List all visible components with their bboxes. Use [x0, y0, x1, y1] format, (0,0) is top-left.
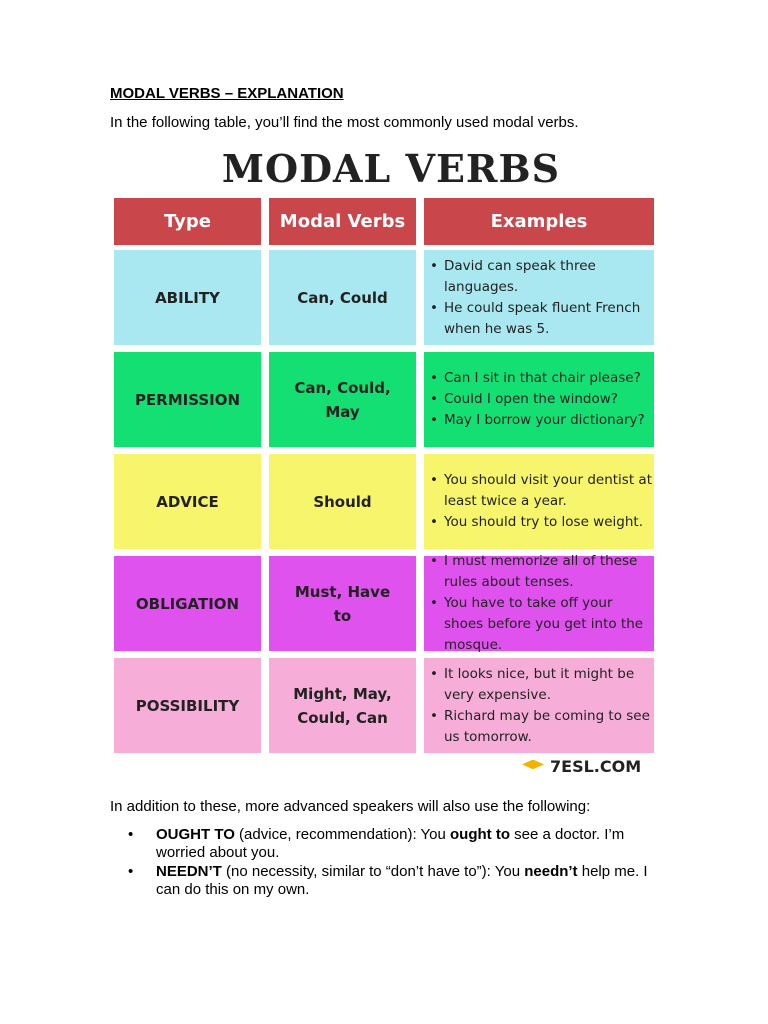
bullet-icon: • — [128, 863, 134, 880]
type-cell: OBLIGATION — [114, 556, 261, 651]
example-item — [430, 706, 654, 748]
example-text: You should try to lose weight. — [444, 514, 643, 530]
examples-cell — [424, 658, 654, 753]
bold-phrase: ought to — [450, 826, 510, 843]
example-text: You should visit your dentist at least twice a year. — [444, 472, 652, 509]
example-item — [430, 551, 654, 593]
header-examples: Examples — [424, 198, 654, 245]
bullet-icon: • — [430, 412, 438, 428]
example-item — [430, 298, 654, 340]
page-heading: MODAL VERBS – EXPLANATION — [110, 85, 344, 102]
example-item — [430, 256, 654, 298]
example-text: David can speak three languages. — [444, 257, 596, 295]
logo-text: 7ESL.COM — [550, 757, 642, 776]
example-item — [430, 664, 654, 706]
example-item — [430, 410, 654, 431]
verbs-cell: Should — [269, 454, 416, 549]
example-item — [430, 389, 654, 410]
bullet-icon: • — [430, 472, 438, 488]
examples-cell — [424, 352, 654, 447]
bullet-icon: • — [430, 553, 438, 569]
term: NEEDN’T — [156, 863, 222, 880]
graduation-cap-icon — [522, 760, 544, 774]
infographic-title: MODAL VERBS — [221, 146, 561, 191]
example-text: You have to take off your shoes before you get into the mosque. — [444, 595, 644, 653]
examples-cell — [424, 553, 654, 653]
list-item — [128, 826, 668, 862]
header-modal-verbs: Modal Verbs — [269, 198, 416, 245]
term: OUGHT TO — [156, 826, 235, 843]
example-text: May I borrow your dictionary? — [444, 412, 645, 428]
desc: (no necessity, similar to “don’t have to”): You — [221, 863, 525, 880]
desc-end: see a doctor. I’m worried about you. — [156, 826, 625, 861]
intro-text: In the following table, you’ll find the most commonly used modal verbs. — [110, 114, 579, 131]
bullet-icon: • — [430, 665, 438, 682]
example-text: He could speak fluent French when he was 5. — [444, 299, 641, 337]
verbs-cell: Might, May, Could, Can — [269, 658, 416, 753]
example-text: Can I sit in that chair please? — [444, 370, 641, 386]
desc: (advice, recommendation): You — [234, 826, 451, 843]
bullet-icon: • — [430, 391, 438, 407]
examples-cell — [424, 454, 654, 549]
bullet-icon: • — [128, 826, 134, 843]
after-text: In addition to these, more advanced speakers will also use the following: — [110, 798, 591, 815]
verbs-cell: Can, Could, May — [269, 352, 416, 447]
example-text: I must memorize all of these rules about tenses. — [444, 553, 638, 590]
bullet-icon: • — [430, 595, 438, 611]
type-cell: POSSIBILITY — [114, 658, 261, 753]
example-text: It looks nice, but it might be very expensive. — [444, 665, 635, 703]
bullet-icon: • — [430, 707, 438, 724]
example-item — [430, 470, 654, 512]
example-item — [430, 368, 654, 389]
brand-logo — [522, 757, 641, 776]
example-text: Richard may be coming to see us tomorrow. — [444, 707, 650, 745]
bullet-icon: • — [430, 514, 438, 530]
verbs-cell: Must, Have to — [269, 556, 416, 651]
example-item — [430, 593, 654, 656]
modal-verbs-infographic — [114, 140, 656, 780]
verbs-cell: Can, Could — [269, 250, 416, 345]
header-type: Type — [114, 198, 261, 245]
type-cell: PERMISSION — [114, 352, 261, 447]
bullet-icon: • — [430, 257, 438, 274]
example-item — [430, 512, 654, 533]
bullet-icon: • — [430, 370, 438, 386]
type-cell: ABILITY — [114, 250, 261, 345]
desc-end: help me. I can do this on my own. — [156, 863, 648, 898]
example-text: Could I open the window? — [444, 391, 618, 407]
bullet-icon: • — [430, 299, 438, 316]
type-cell: ADVICE — [114, 454, 261, 549]
examples-cell — [424, 250, 654, 345]
list-item — [128, 863, 668, 899]
bold-phrase: needn’t — [524, 863, 578, 880]
advanced-list — [128, 826, 668, 900]
